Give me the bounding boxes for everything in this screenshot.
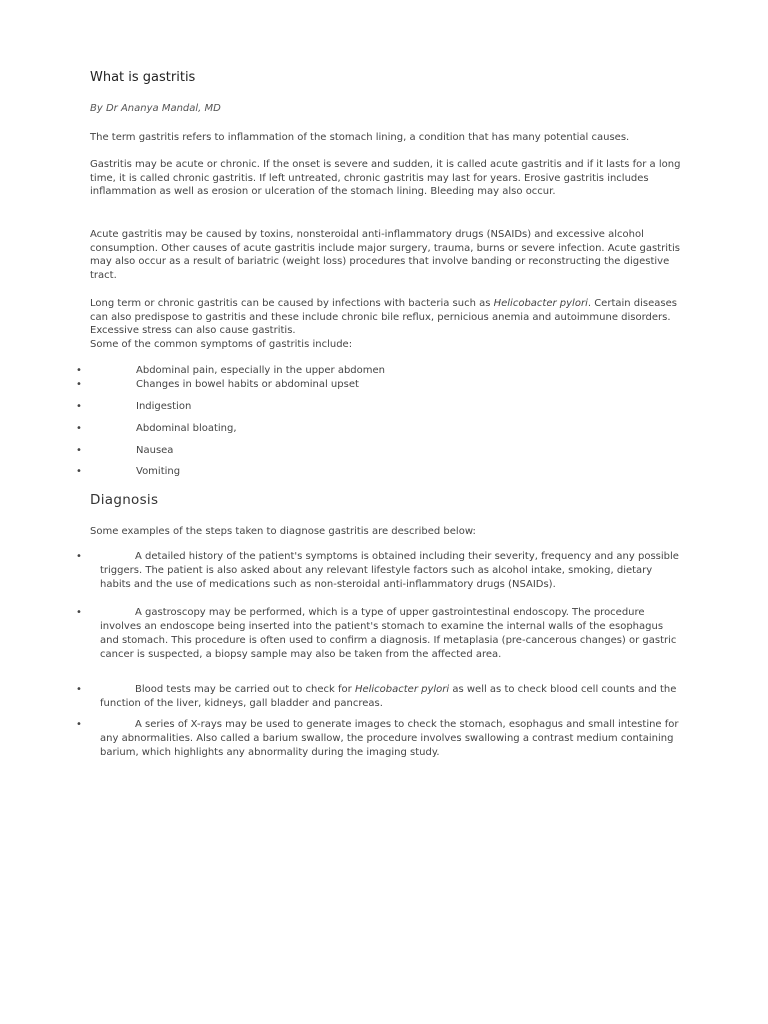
bullet-icon: • [76,551,82,562]
blood-test-text-2: as well as to check blood cell counts and the function of the liver, kidneys, gall bladder and pancreas. [100,684,677,709]
bullet-icon: • [76,607,82,618]
symptom-text: Changes in bowel habits or abdominal upset [136,379,359,390]
intro-paragraph: The term gastritis refers to inflammation of the stomach lining, a condition that has many potential causes. [90,132,630,143]
acute-causes-paragraph: Acute gastritis may be caused by toxins, nonsteroidal anti-inflammatory drugs (NSAIDs) and excessive alcohol consumption. Other causes of acute gastritis include major surgery, trauma, burns or severe infection. Acute gastritis may also occur as a result of bariatric (weight loss) procedures that involve banding or reconstructing the digestive tract. [90,229,680,281]
chronic-causes-text-2: . Certain diseases can also predispose to gastritis and these include chronic bile reflux, pernicious anemia and autoimmune disorders. Excessive stress can also cause gastritis. [90,298,677,337]
symptom-text: Nausea [136,445,174,456]
symptom-text: Vomiting [136,466,181,477]
bullet-icon: • [76,423,82,434]
bullet-icon: • [76,719,82,730]
bacteria-name: Helicobacter pylori [493,298,588,309]
chronic-causes-text-1: Long term or chronic gastritis can be caused by infections with bacteria such as [90,298,494,309]
symptom-text: Indigestion [136,401,192,412]
bullet-icon: • [76,445,82,456]
diagnosis-step-text: A detailed history of the patient's symptoms is obtained including their severity, frequency and any possible triggers. The patient is also asked about any relevant lifestyle factors such as alcohol intake, smoking, dietary habits and the use of medications such as non-steroidal anti-inflammatory drugs (NSAIDs). [100,551,679,590]
bullet-icon: • [76,379,82,390]
bullet-icon: • [76,466,82,477]
bullet-icon: • [76,684,82,695]
author-byline: By Dr Ananya Mandal, MD [90,103,221,114]
bullet-icon: • [76,401,82,412]
diagnosis-step-text: A gastroscopy may be performed, which is a type of upper gastrointestinal endoscopy. The procedure involves an endoscope being inserted into the patient's stomach to examine the internal walls of the esophagus and stomach. This procedure is often used to confirm a diagnosis. If metaplasia (pre-cancerous changes) or gastric cancer is suspected, a biopsy sample may also be taken from the affected area. [100,607,677,660]
bullet-icon: • [76,365,82,376]
bacteria-name: Helicobacter pylori [354,684,450,695]
acute-chronic-paragraph: Gastritis may be acute or chronic. If the onset is severe and sudden, it is called acute gastritis and if it lasts for a long time, it is called chronic gastritis. If left untreated, chronic gastritis may last for years. Erosive gastritis includes inflammation as well as erosion or ulceration of the stomach lining. Bleeding may also occur. [90,159,681,198]
diagnosis-step-text: A series of X-rays may be used to generate images to check the stomach, esophagus and small intestine for any abnormalities. Also called a barium swallow, the procedure involves swallowing a contrast medium containing barium, which highlights any abnormality during the imaging study. [100,719,679,758]
chronic-causes-paragraph [90,297,690,351]
symptom-text: Abdominal pain, especially in the upper abdomen [136,365,385,376]
page-title: What is gastritis [90,70,196,85]
symptom-text: Abdominal bloating, [136,423,237,434]
diagnosis-heading: Diagnosis [90,492,159,508]
blood-test-text-1: Blood tests may be carried out to check for [135,684,355,695]
diagnosis-intro: Some examples of the steps taken to diagnose gastritis are described below: [90,526,476,537]
diagnosis-step-text [100,683,680,711]
symptoms-intro: Some of the common symptoms of gastritis include: [90,338,353,350]
